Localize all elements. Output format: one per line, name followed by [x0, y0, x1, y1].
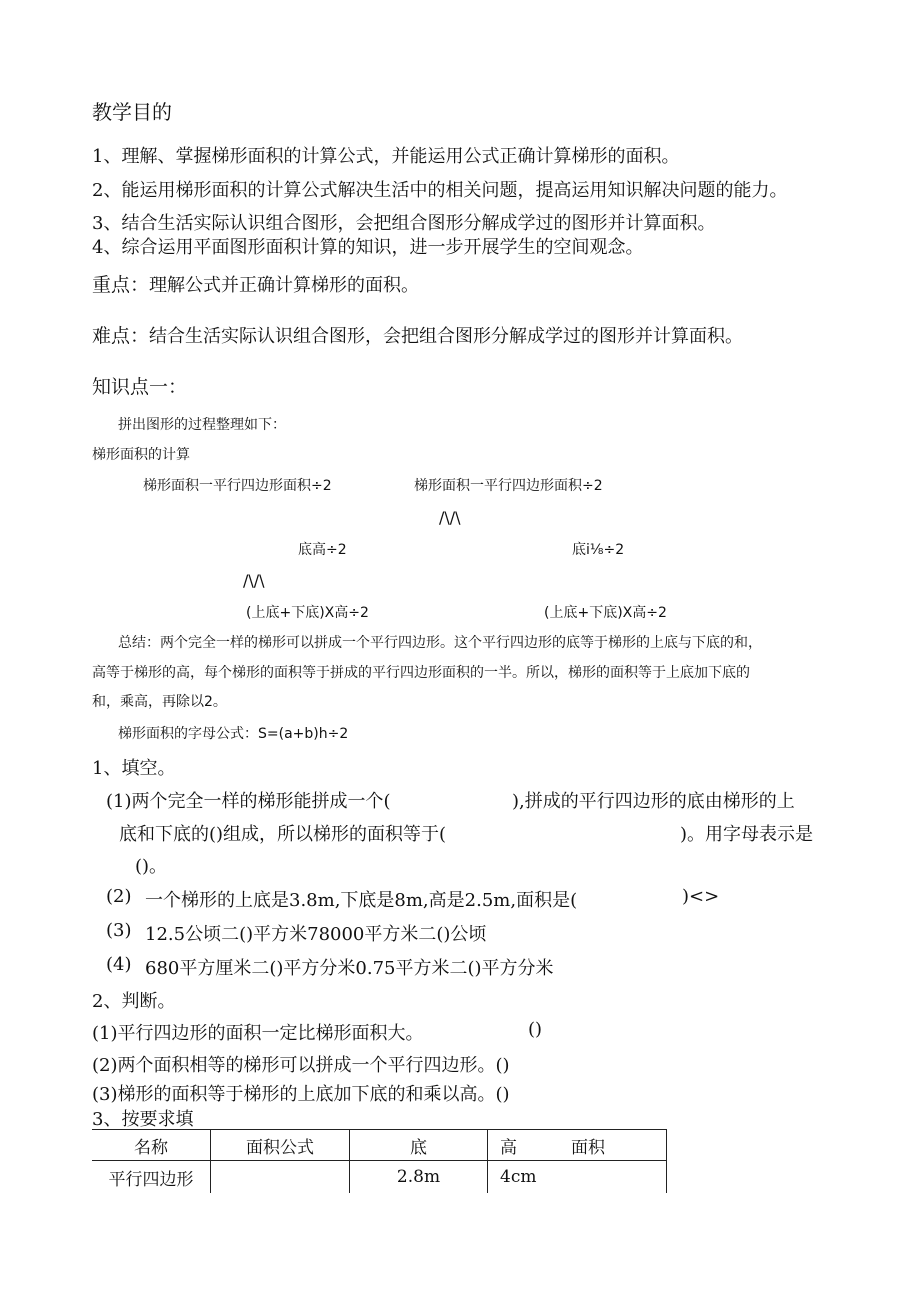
difficult-point-label: 难点：	[92, 325, 150, 347]
difficult-point	[92, 321, 743, 348]
difficult-point-text: 结合生活实际认识组合图形，会把组合图形分解成学过的图形并计算面积。	[149, 326, 744, 347]
exercise3-title: 3、按要求填	[92, 1109, 194, 1130]
derivation-branch-left: /\/\	[243, 571, 265, 590]
derivation-left-top: 梯形面积一平行四边形面积÷2	[143, 478, 332, 494]
formula-label: 梯形面积的字母公式：	[118, 726, 258, 742]
exercise2-q2: (2)两个面积相等的梯形可以拼成一个平行四边形。()	[92, 1055, 510, 1076]
table-cell-height: 4cm	[500, 1167, 537, 1187]
key-point	[92, 270, 419, 297]
summary-line: 总结：两个完全一样的梯形可以拼成一个平行四边形。这个平行四边形的底等于梯形的上底与下底的和，	[118, 635, 762, 651]
objective-item: 1、理解、掌握梯形面积的计算公式，并能运用公式正确计算梯形的面积。	[92, 146, 680, 167]
summary-line: 高等于梯形的高，每个梯形的面积等于拼成的平行四边形面积的一半。所以，梯形的面积等于上底加下底的	[92, 665, 750, 681]
derivation-right-mid: 底i⅛÷2	[572, 542, 625, 558]
exercise2-q1: (1)平行四边形的面积一定比梯形面积大。	[92, 1023, 424, 1044]
table-cell-formula	[211, 1161, 350, 1194]
table-header-height: 高	[500, 1137, 517, 1158]
exercise1-q3-text: 12.5公顷二()平方米78000平方米二()公顷	[145, 924, 487, 945]
table-header-base: 底	[350, 1130, 488, 1161]
table-cell-name: 平行四边形	[92, 1161, 211, 1194]
knowledge-intro: 拼出图形的过程整理如下：	[118, 417, 286, 433]
exercise1-q1-line3: ()。	[135, 856, 168, 877]
exercise1-q1-line1-b: ),拼成的平行四边形的底由梯形的上	[512, 791, 795, 812]
table-header-name: 名称	[92, 1130, 211, 1161]
table-header-area: 面积	[571, 1137, 605, 1158]
formula-line	[118, 723, 348, 743]
key-point-text: 理解公式并正确计算梯形的面积。	[149, 275, 420, 296]
exercise1-q2-end: )<>	[682, 886, 720, 907]
objective-item: 2、能运用梯形面积的计算公式解决生活中的相关问题，提高运用知识解决问题的能力。	[92, 180, 788, 201]
derivation-right-top: 梯形面积一平行四边形面积÷2	[414, 478, 603, 494]
exercise1-q4-text: 680平方厘米二()平方分米0.75平方米二()平方分米	[145, 958, 554, 979]
exercise1-title: 1、填空。	[92, 758, 176, 779]
key-point-label: 重点：	[92, 274, 150, 296]
knowledge-subtitle: 梯形面积的计算	[92, 447, 190, 463]
table-header-formula: 面积公式	[211, 1130, 350, 1161]
table-row	[92, 1161, 667, 1194]
table-cell-height-area	[488, 1161, 667, 1194]
objective-item: 3、结合生活实际认识组合图形，会把组合图形分解成学过的图形并计算面积。	[92, 213, 716, 234]
exercise1-q4-num: (4)	[106, 954, 132, 975]
objectives-title: 教学目的	[92, 100, 172, 124]
exercise2-title: 2、判断。	[92, 991, 176, 1012]
exercise1-q2-text: 一个梯形的上底是3.8m,下底是8m,高是2.5m,面积是(	[145, 890, 578, 911]
table-header-row	[92, 1130, 667, 1161]
knowledge-point-title: 知识点一：	[92, 376, 188, 398]
derivation-right-bottom: (上底+下底)X高÷2	[544, 605, 667, 621]
exercise2-q3: (3)梯形的面积等于梯形的上底加下底的和乘以高。()	[92, 1084, 510, 1105]
exercise2-q1-paren: ()	[528, 1019, 543, 1040]
exercise1-q1-line1-a: (1)两个完全一样的梯形能拼成一个(	[106, 791, 391, 812]
derivation-branch-right: /\/\	[439, 508, 461, 527]
objective-item: 4、综合运用平面图形面积计算的知识，进一步开展学生的空间观念。	[92, 237, 644, 258]
exercise1-q1-line2-b: )。用字母表示是	[680, 824, 814, 845]
table-header-height-area	[488, 1130, 667, 1161]
derivation-left-bottom: (上底+下底)X高÷2	[246, 605, 369, 621]
derivation-left-mid: 底高÷2	[298, 542, 347, 558]
requirements-table	[92, 1129, 667, 1193]
formula: S=(a+b)h÷2	[258, 726, 349, 742]
summary-line: 和，乘高，再除以2。	[92, 694, 227, 710]
exercise1-q3-num: (3)	[106, 920, 132, 941]
table-cell-base: 2.8m	[350, 1161, 488, 1194]
exercise1-q2-num: (2)	[106, 886, 132, 907]
exercise1-q1-line2-a: 底和下底的()组成，所以梯形的面积等于(	[119, 824, 447, 845]
